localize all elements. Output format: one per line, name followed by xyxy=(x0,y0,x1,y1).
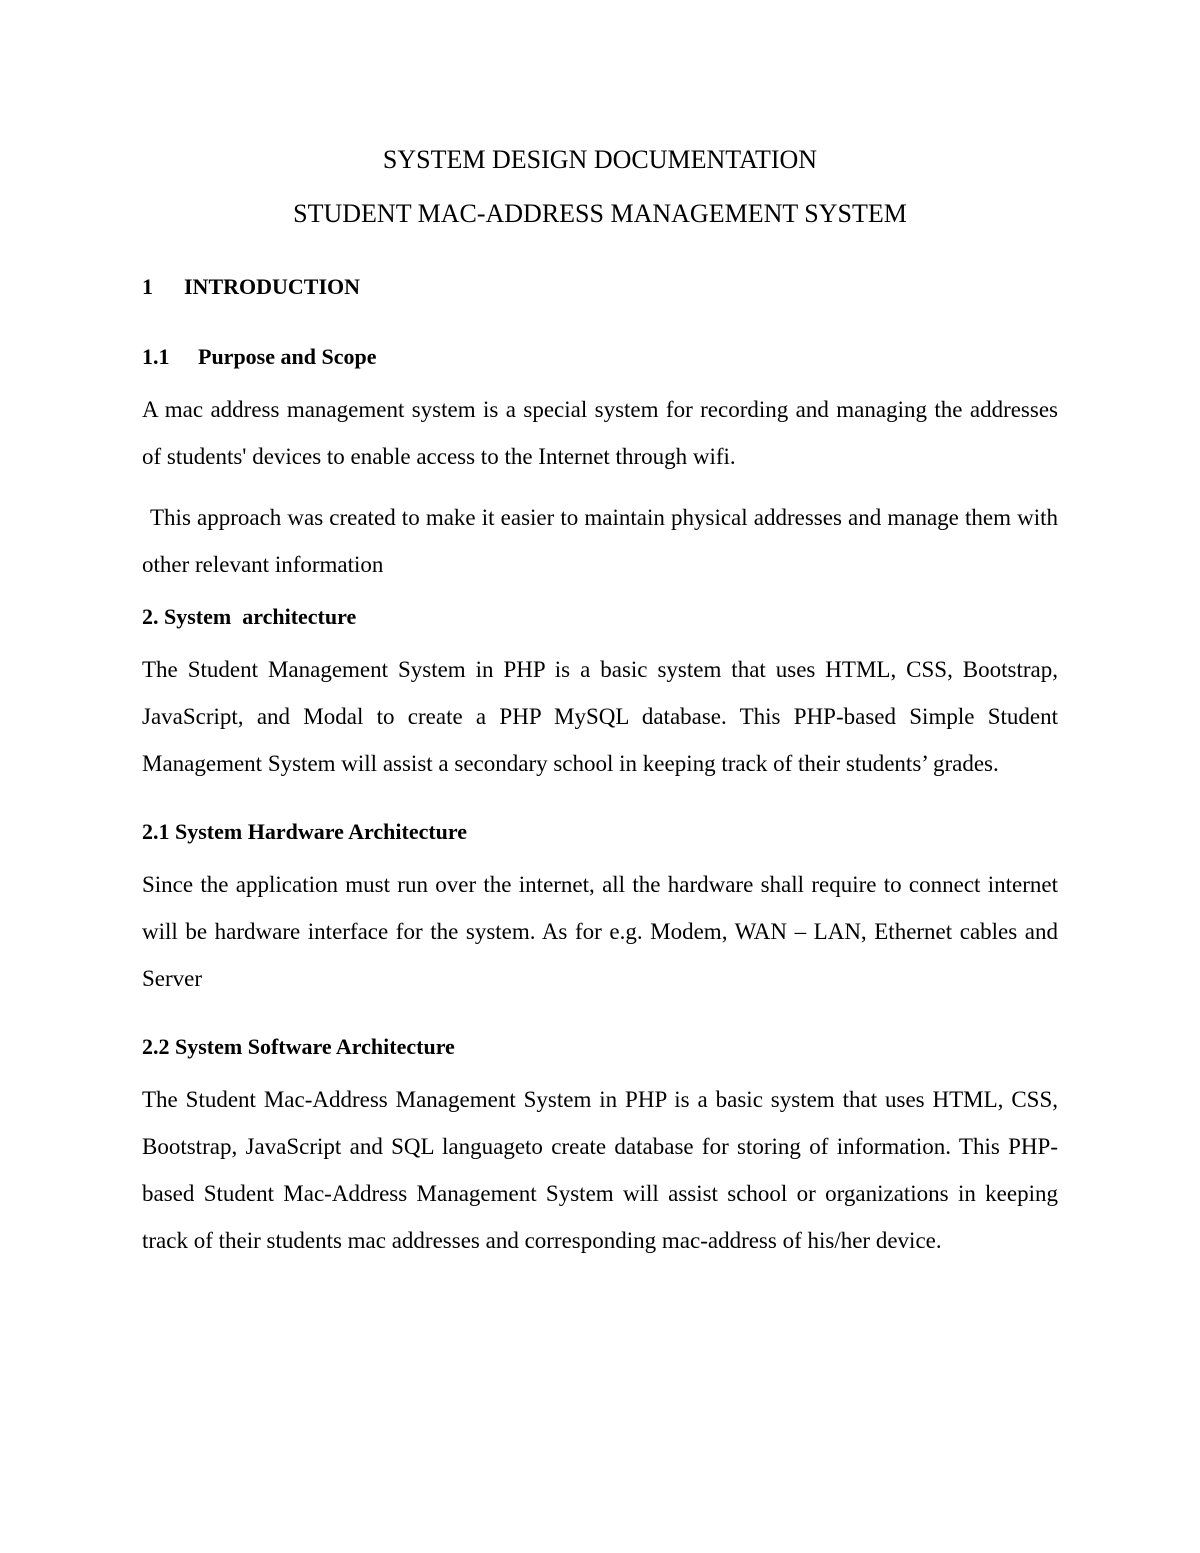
software-paragraph: The Student Mac-Address Management System in PHP is a basic system that uses HTML, CSS, Bootstrap, JavaScript and SQL languageto create database for storing of information. This PHP-based Student Mac-Address Management System will assist school or organizations in keeping track of their students mac addresses and corresponding mac-address of his/her device. xyxy=(142,1087,1058,1253)
architecture-paragraph: The Student Management System in PHP is a basic system that uses HTML, CSS, Bootstrap, JavaScript, and Modal to create a PHP MySQL database. This PHP-based Simple Student Management System will assist a secondary school in keeping track of their students’ grades. xyxy=(142,657,1058,776)
section-1-heading xyxy=(142,272,1058,302)
section-1-title: INTRODUCTION xyxy=(184,274,361,299)
section-2-1-heading: 2.1 System Hardware Architecture xyxy=(142,819,468,844)
section-1-1-number: 1.1 xyxy=(142,344,170,369)
section-2-heading: 2. System architecture xyxy=(142,604,357,629)
purpose-paragraph-2: This approach was created to make it easier to maintain physical addresses and manage them with other relevant information xyxy=(142,505,1058,577)
document-title: SYSTEM DESIGN DOCUMENTATION xyxy=(382,145,818,174)
document-subtitle: STUDENT MAC-ADDRESS MANAGEMENT SYSTEM xyxy=(293,199,907,228)
purpose-paragraph-1: A mac address management system is a special system for recording and managing the addresses of students' devices to enable access to the Internet through wifi. xyxy=(142,397,1058,469)
section-2-2-heading: 2.2 System Software Architecture xyxy=(142,1034,455,1059)
section-1-1-title: Purpose and Scope xyxy=(198,344,377,369)
section-1-1-heading xyxy=(142,342,1058,372)
section-1-number: 1 xyxy=(142,274,153,299)
hardware-paragraph: Since the application must run over the internet, all the hardware shall require to connect internet will be hardware interface for the system. As for e.g. Modem, WAN – LAN, Ethernet cables and Server xyxy=(142,872,1058,991)
document-body xyxy=(142,140,1058,1264)
